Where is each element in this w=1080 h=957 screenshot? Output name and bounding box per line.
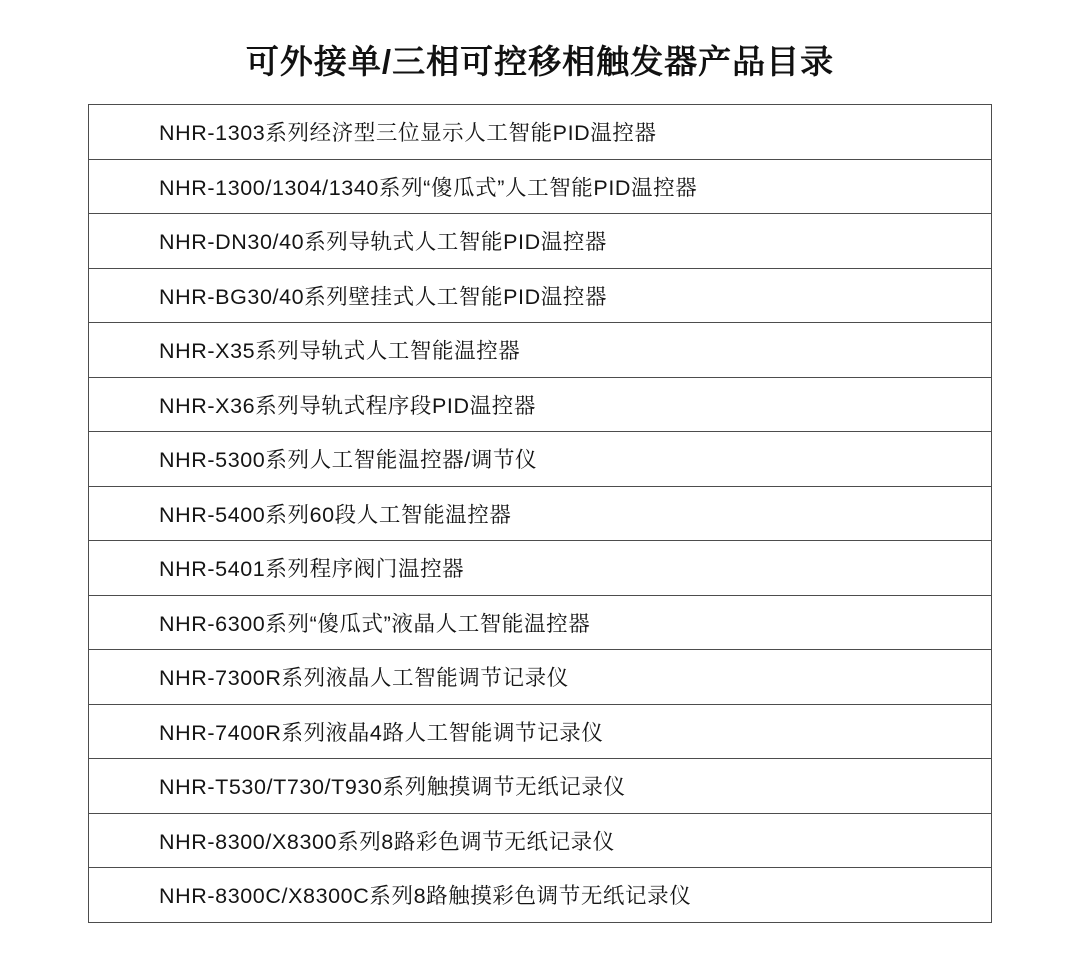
page-title: 可外接单/三相可控移相触发器产品目录 [245, 43, 835, 80]
product-name: NHR-X36系列导轨式程序段PID温控器 [159, 393, 536, 418]
table-row [89, 432, 991, 487]
table-row [89, 868, 991, 923]
product-name: NHR-8300C/X8300C系列8路触摸彩色调节无纸记录仪 [159, 884, 692, 909]
product-name: NHR-7300R系列液晶人工智能调节记录仪 [159, 666, 569, 691]
product-name: NHR-5400系列60段人工智能温控器 [159, 502, 512, 527]
product-name: NHR-1300/1304/1340系列“傻瓜式”人工智能PID温控器 [159, 175, 698, 200]
product-name: NHR-6300系列“傻瓜式”液晶人工智能温控器 [159, 611, 591, 636]
table-row [89, 323, 991, 378]
table-row [89, 541, 991, 596]
table-row [89, 814, 991, 869]
product-name: NHR-T530/T730/T930系列触摸调节无纸记录仪 [159, 775, 626, 800]
product-name: NHR-5300系列人工智能温控器/调节仪 [159, 448, 538, 473]
product-name: NHR-8300/X8300系列8路彩色调节无纸记录仪 [159, 829, 615, 854]
product-name: NHR-DN30/40系列导轨式人工智能PID温控器 [159, 230, 608, 255]
product-name: NHR-BG30/40系列壁挂式人工智能PID温控器 [159, 284, 608, 309]
product-catalog-table [88, 104, 992, 923]
table-row [89, 378, 991, 433]
table-row [89, 214, 991, 269]
table-row [89, 160, 991, 215]
table-row [89, 487, 991, 542]
table-row [89, 596, 991, 651]
table-row [89, 705, 991, 760]
table-row [89, 650, 991, 705]
product-name: NHR-1303系列经济型三位显示人工智能PID温控器 [159, 121, 657, 146]
product-name: NHR-5401系列程序阀门温控器 [159, 557, 465, 582]
product-name: NHR-X35系列导轨式人工智能温控器 [159, 339, 521, 364]
table-row [89, 105, 991, 160]
table-row [89, 759, 991, 814]
table-row [89, 269, 991, 324]
product-name: NHR-7400R系列液晶4路人工智能调节记录仪 [159, 720, 604, 745]
